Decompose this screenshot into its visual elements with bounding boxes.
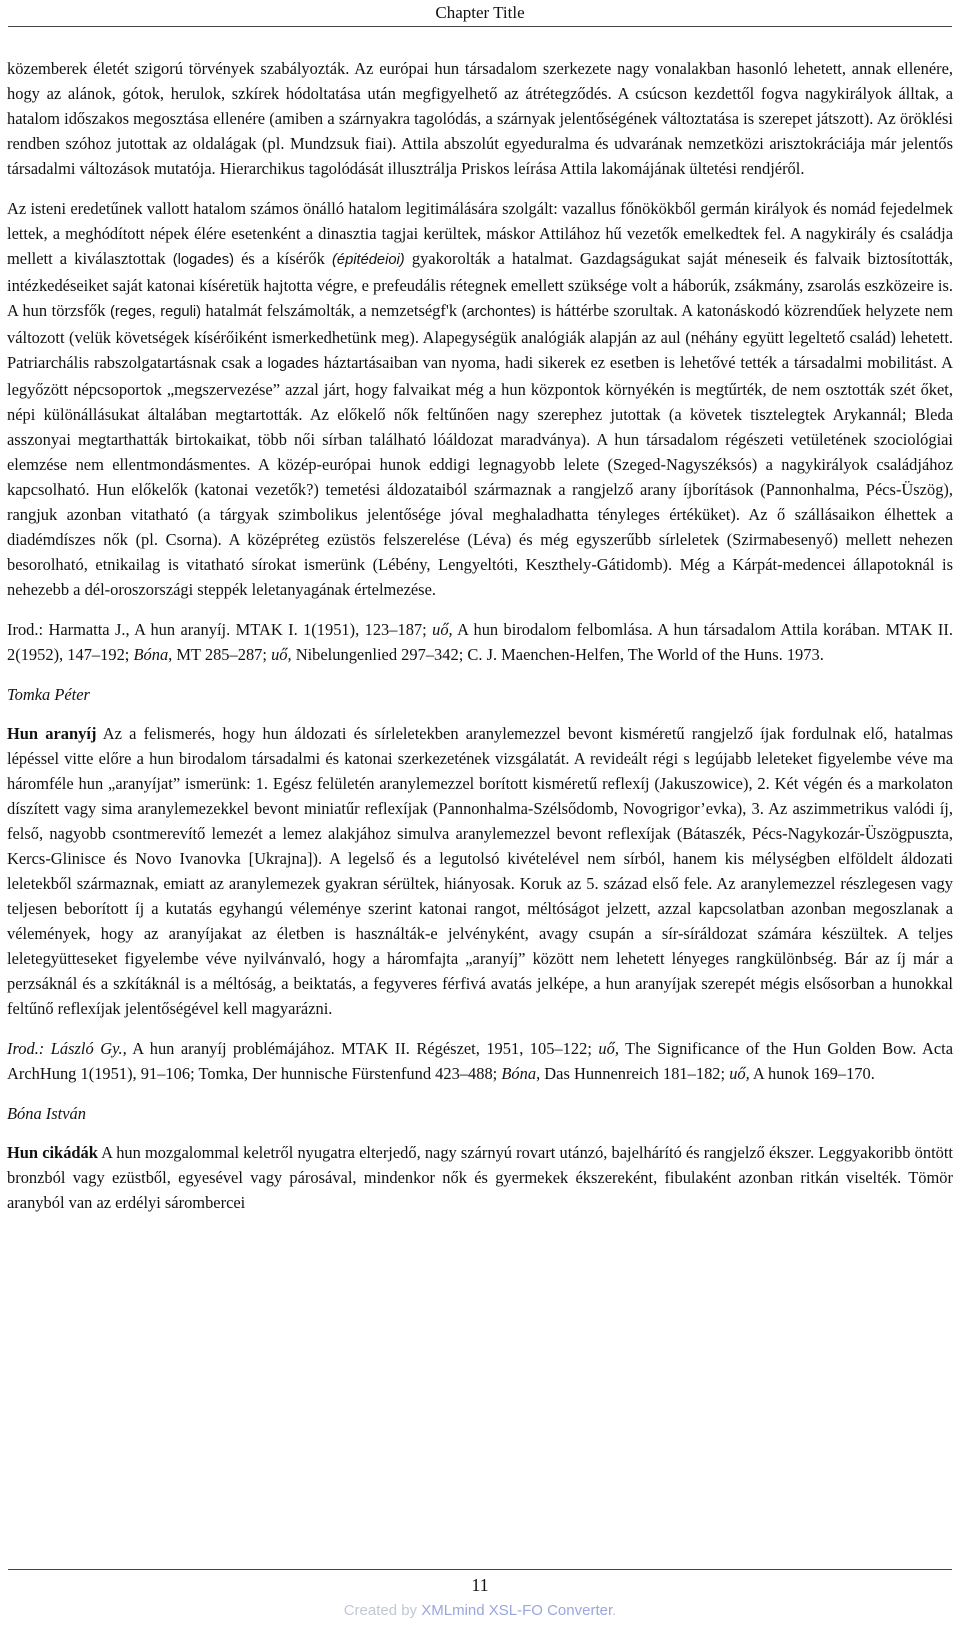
author-bona: Bóna István [7, 1104, 86, 1123]
footer-rule [8, 1569, 952, 1570]
converter-credit: Created by XMLmind XSL-FO Converter. [343, 1602, 617, 1619]
page-content [7, 56, 953, 1215]
term-archontes: (archontes) [461, 304, 536, 320]
term-epitedeioi: (épitédeioi) [332, 252, 405, 268]
paragraph-society-structure: közemberek életét szigorú törvények szabályozták. Az európai hun társadalom szerkezete nagy vonalakban hasonló lehetett, annak ellenére, hogy az alánok, gótok, herulok, szkírek hódoltatása után megfigyelhető az átrétegződés. A csúcson kezdettől fogva nagykirályok álltak, a hatalom időszakos megosztása ellenére (amiben a szárnyakra tagolódás, a szárnyak jelentőségének változtatása is szerepet játszott). Az öröklési rendben szóhoz jutottak az oldalágak (pl. Mundzsuk fiai). Attila abszolút egyeduralma és udvarának nemzetközi arisztokráciája már jelentős társadalmi változások mutatója. Hierarchikus tagolódását illusztrálja Priskos leírása Attila lakomájának ültetési rendjéről. [7, 59, 954, 178]
term-logades: (logades) [172, 252, 234, 268]
entry-term: Hun cikádák [7, 1143, 98, 1162]
references-2: Irod.: László Gy., A hun aranyíj problémájához. MTAK II. Régészet, 1951, 105–122; uő, The Significance of the Hun Golden Bow. Acta ArchHung 1(1951), 91–106; Tomka, Der hunnische Fürstenfund 423–488; Bóna, Das Hunnenreich 181–182; uő, A hunok 169–170. [7, 1039, 953, 1083]
term-reges: (reges, reguli) [110, 304, 202, 320]
page-number: 11 [471, 1575, 489, 1595]
paragraph-divine-power: Az isteni eredetűnek vallott hatalom számos önálló hatalom legitimálására szolgált: vazallus főnökökből germán királyok és nomád fejedelmek lettek, a meghódított népek élére esetenként a dinasztia tagjai kerültek, máskor Attilához hű vezetők emelkedtek fel. A nagykirály és családja mellett a kiválasztottak (logades) és a kísérők (épitédeioi) gyakorolták a hatalmat. Gazdagságukat saját méneseik és falvaik biztosították, intézkedéseiket saját katonai kíséretük hajtotta végre, e prefeudális rétegnek emellett szüksége volt a háborúk, zsákmány, zsarolás eszközeire is. A hun törzsfők (reges, reguli) hatalmát felszámolták, a nemzetségf'k (archontes) is háttérbe szorultak. A katonáskodó közrendűek helyzete nem változott (velük követségek kísérőiként ismerkedhetünk meg). Alapegységük analógiák alapján az aul (néhány együtt legeltető család) lehetett. Patriarchális rabszolgatartásnak csak a logades háztartásaiban van nyoma, hadi sikerek ez esetben is lehetővé tették a társadalmi mobilitást. A legyőzött népcsoportok „megszervezése” azzal járt, hogy falvaikat még a hun központok környékén is megtűrték, de nem osztották szét őket, népi különállásukat általában megtartották. Az előkelő nők feltűnően nagy szerephez jutottak (a követek tisztelegtek Arykannál; Bleda asszonyai megtarthatták birtokaikat, több női sírban található lóáldozat maradványa). A hun társadalom régészeti vetületének szociológiai elemzése nem ellentmondásmentes. A közép-európai hunok eddigi legnagyobb lelete (Szeged-Nagyszéksós) a nagykirályok családjához kapcsolható. Hun előkelők (katonai vezetők?) temetési áldozataiból származnak a rangjelző arany íjborítások (Pannonhalma, Pécs-Üszög), rangjuk azonban vitatható (a tárgyak szimbolikus jelentősége jóval meghaladhatta tényleges értéküket). Az ő szállásaikon élhettek a diadémdíszes nők (pl. Csorna). A középréteg ezüstös felszerelése (Léva) és még egyszerűbb sírleletek (Szirmabesenyő) mellett nehezen besorolható, etnikailag is vitatható sírokat ismerünk (Lébény, Lengyeltóti, Keszthely-Gátidomb). Még a Kárpát-medencei állapotoknál is nehezebb a dél-oroszországi steppék leletanyagának értelmezése. [7, 199, 954, 599]
references-1: Irod.: Harmatta J., A hun aranyíj. MTAK I. 1(1951), 123–187; uő, A hun birodalom felbomlása. A hun társadalom Attila korában. MTAK II. 2(1952), 147–192; Bóna, MT 285–287; uő, Nibelungenlied 297–342; C. J. Maenchen-Helfen, The World of the Huns. 1973. [7, 620, 953, 664]
entry-hun-aranyij: Hun aranyíj Az a felismerés, hogy hun áldozati és sírleletekben aranylemezzel bevont kisméretű rangjelző íjak fordulnak elő, hatalmas lépéssel vitte előre a hun birodalom társadalmi és katonai szerkezetének vizsgálatát. A revideált régi s legújabb leleteket figyelembe véve ma háromféle hun „aranyíjat” ismerünk: 1. Egész felületén aranylemezzel borított kisméretű reflexíj (Jakuszowice), 2. Két végén és a markolaton díszített vagy sima aranylemezekkel bevont miniatűr reflexíjak (Pannonhalma-Szélsődomb, Novogrigor’evka), 3. Az aszimmetrikus valódi íj, felső, nagyobb csontmerevítő lemezét a lemez alakjához simulva aranylemezzel bevont reflexíjak (Bátaszék, Pécs-Nagykozár-Üszögpuszta, Kercs-Glinisce és Novo Ivanovka [Ukrajna]). A legelső és a legutolsó kivételével nem sírból, hanem kis mélységben elföldelt áldozati leletekből származnak, emiatt az aranylemezek gyakran sérültek, hiányosak. Koruk az 5. század első fele. Az aranylemezzel részlegesen vagy teljesen beborított íj a kutatás egyhangú véleménye szerint katonai rangot, méltóságot jelzett, azzal kapcsolatban azonban megoszlanak a vélemények, hogy az aranyíjakat az életben is használták-e jelvényként, avagy csupán a sír-síráldozat számára készültek. A teljes leletegyütteseket figyelembe véve nyilvánvaló, hogy a háromfajta „aranyíj” között nem lehetett lényeges rangkülönbség. Bár az íj már a perzsáknál és a szkítáknál is a méltóság, a beiktatás, a fegyveres férfivá avatás jelképe, a hun aranyíjak szerepét mégis elsősorban a hunokkal feltűnő reflexíjak jelentőségével kell magyarázni. [7, 724, 953, 1018]
header-rule [8, 26, 952, 27]
converter-brand: XMLmind XSL-FO Converter [421, 1602, 613, 1619]
running-header [0, 0, 960, 26]
term-logades-2: logades [267, 356, 319, 372]
entry-hun-cikadak: Hun cikádák A hun mozgalommal keletről nyugatra elterjedő, nagy szárnyú rovart utánzó, bajelhárító és rangjelző ékszer. Leggyakoribb öntött bronzból vagy ezüstből, egyesével vagy párosával, mindenkor nők és gyermekek ékszereként, fibulaként azonban ritkán viselték. Tömör aranyból van az erdélyi sárombercei [7, 1143, 953, 1212]
author-tomka: Tomka Péter [7, 685, 90, 704]
entry-term: Hun aranyíj [7, 724, 97, 743]
chapter-title: Chapter Title [435, 3, 525, 22]
